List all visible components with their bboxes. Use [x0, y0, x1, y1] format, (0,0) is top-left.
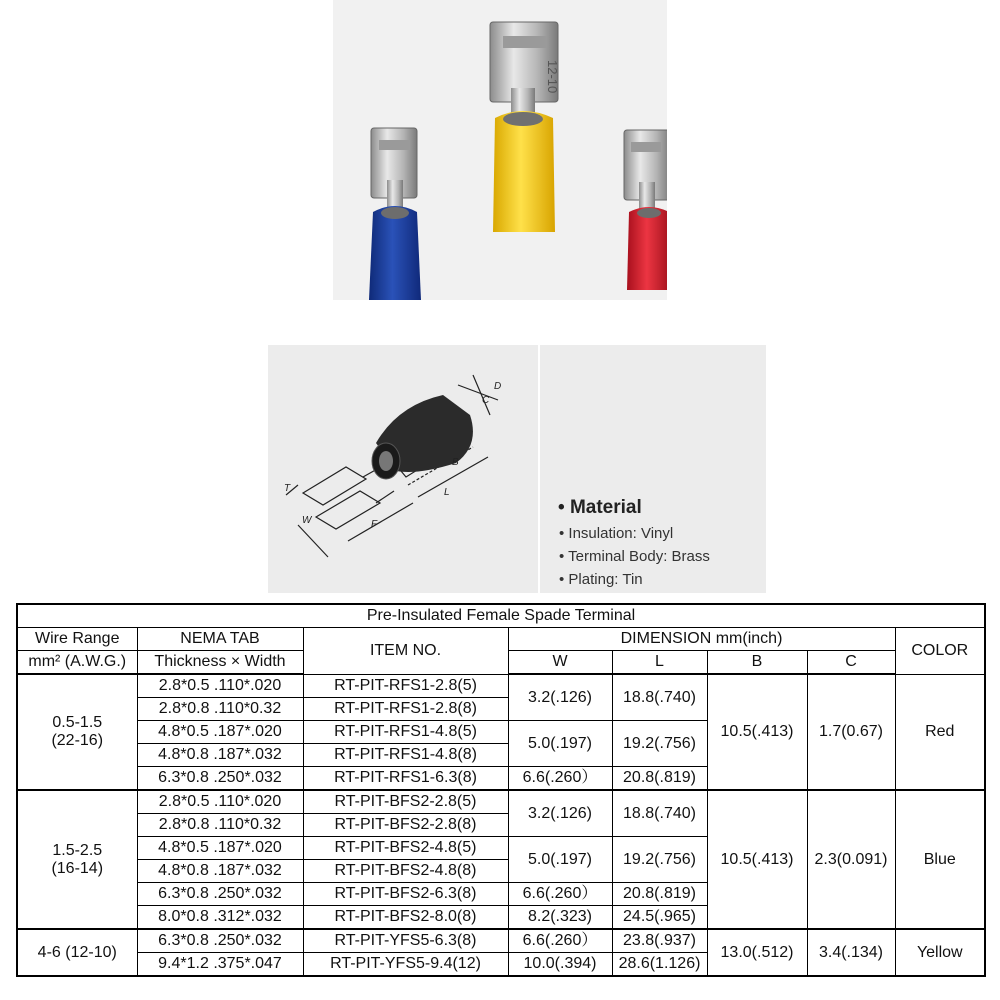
l-cell: 18.8(.740) — [612, 674, 707, 721]
dim-label-d: D — [494, 381, 502, 392]
item-cell: RT-PIT-YFS5-6.3(8) — [303, 929, 508, 953]
color-cell: Red — [895, 674, 985, 790]
w-cell: 6.6(.260） — [508, 883, 612, 906]
item-cell: RT-PIT-YFS5-9.4(12) — [303, 953, 508, 977]
c-cell: 3.4(.134) — [807, 929, 895, 976]
yellow-terminal — [490, 22, 560, 232]
w-cell: 3.2(.126) — [508, 790, 612, 837]
w-cell: 6.6(.260） — [508, 767, 612, 791]
material-plating: Plating: Tin — [568, 571, 643, 588]
b-cell: 10.5(.413) — [707, 790, 807, 929]
dim-label-t: T — [284, 483, 291, 494]
table-row — [17, 790, 985, 814]
material-terminal-body: Terminal Body: Brass — [568, 548, 710, 565]
wire-range-cell: 4-6 (12-10) — [17, 929, 137, 976]
tab-cell: 6.3*0.8 .250*.032 — [137, 929, 303, 953]
color-cell: Yellow — [895, 929, 985, 976]
header-wire-range: Wire Range — [17, 628, 137, 651]
header-w: W — [508, 651, 612, 675]
panel-divider — [538, 345, 540, 593]
w-cell: 3.2(.126) — [508, 674, 612, 721]
tab-cell: 4.8*0.8 .187*.032 — [137, 744, 303, 767]
item-cell: RT-PIT-RFS1-2.8(5) — [303, 674, 508, 698]
terminals-illustration — [333, 0, 667, 300]
header-dimension: DIMENSION mm(inch) — [508, 628, 895, 651]
material-item: • Terminal Body: Brass — [559, 548, 710, 565]
l-cell: 19.2(.756) — [612, 721, 707, 767]
tab-cell: 8.0*0.8 .312*.032 — [137, 906, 303, 930]
l-cell: 20.8(.819) — [612, 883, 707, 906]
w-cell: 10.0(.394) — [508, 953, 612, 977]
item-cell: RT-PIT-RFS1-2.8(8) — [303, 698, 508, 721]
item-cell: RT-PIT-BFS2-4.8(5) — [303, 837, 508, 860]
awg-value: (22-16) — [51, 732, 104, 749]
tab-cell: 2.8*0.5 .110*.020 — [137, 674, 303, 698]
tab-cell: 4.8*0.5 .187*.020 — [137, 721, 303, 744]
tab-cell: 2.8*0.8 .110*0.32 — [137, 814, 303, 837]
w-cell: 8.2(.323) — [508, 906, 612, 930]
l-cell: 23.8(.937) — [612, 929, 707, 953]
material-title-text: Material — [569, 497, 642, 518]
l-cell: 28.6(1.126) — [612, 953, 707, 977]
b-cell: 13.0(.512) — [707, 929, 807, 976]
item-cell: RT-PIT-RFS1-4.8(5) — [303, 721, 508, 744]
header-l: L — [612, 651, 707, 675]
tab-cell: 6.3*0.8 .250*.032 — [137, 767, 303, 791]
wire-range-cell — [17, 790, 137, 929]
tab-cell: 4.8*0.5 .187*.020 — [137, 837, 303, 860]
tab-cell: 2.8*0.8 .110*0.32 — [137, 698, 303, 721]
awg-value: (16-14) — [51, 859, 104, 877]
c-cell: 2.3(0.091) — [807, 790, 895, 929]
w-cell: 6.6(.260） — [508, 929, 612, 953]
dim-label-c: C — [482, 395, 490, 406]
material-insulation: Insulation: Vinyl — [568, 525, 674, 542]
dim-label-l: L — [444, 487, 450, 498]
table-row — [17, 929, 985, 953]
stamp-text: 12-10 — [545, 60, 560, 94]
terminal-dimension-drawing — [268, 345, 536, 593]
header-color: COLOR — [895, 628, 985, 675]
header-nema-sub: Thickness × Width — [137, 651, 303, 675]
l-cell: 20.8(.819) — [612, 767, 707, 791]
tab-cell: 6.3*0.8 .250*.032 — [137, 883, 303, 906]
wire-range-value: 0.5-1.5 — [52, 714, 103, 731]
material-title: • Material — [558, 497, 642, 518]
header-wire-range-unit: mm² (A.W.G.) — [17, 651, 137, 675]
item-cell: RT-PIT-BFS2-4.8(8) — [303, 860, 508, 883]
table-row — [17, 674, 985, 698]
material-item: • Plating: Tin — [559, 571, 643, 588]
l-cell: 19.2(.756) — [612, 837, 707, 883]
l-cell: 18.8(.740) — [612, 790, 707, 837]
header-b: B — [707, 651, 807, 675]
w-cell: 5.0(.197) — [508, 837, 612, 883]
item-cell: RT-PIT-BFS2-8.0(8) — [303, 906, 508, 930]
material-list — [558, 497, 710, 594]
header-item-no: ITEM NO. — [303, 628, 508, 675]
item-cell: RT-PIT-RFS1-6.3(8) — [303, 767, 508, 791]
dim-label-w: W — [302, 515, 312, 526]
c-cell: 1.7(0.67) — [807, 674, 895, 790]
tab-cell: 9.4*1.2 .375*.047 — [137, 953, 303, 977]
material-item: • Insulation: Vinyl — [559, 525, 674, 542]
item-cell: RT-PIT-RFS1-4.8(8) — [303, 744, 508, 767]
tab-cell: 2.8*0.5 .110*.020 — [137, 790, 303, 814]
dim-label-b: B — [452, 457, 459, 468]
red-terminal — [624, 130, 667, 290]
wire-range-value: 1.5-2.5 — [52, 841, 103, 859]
dim-label-f: F — [371, 519, 378, 530]
item-cell: RT-PIT-BFS2-2.8(5) — [303, 790, 508, 814]
item-cell: RT-PIT-BFS2-2.8(8) — [303, 814, 508, 837]
item-cell: RT-PIT-BFS2-6.3(8) — [303, 883, 508, 906]
header-nema-tab: NEMA TAB — [137, 628, 303, 651]
blue-terminal — [369, 128, 421, 300]
w-cell: 5.0(.197) — [508, 721, 612, 767]
product-photo — [333, 0, 667, 300]
tab-cell: 4.8*0.8 .187*.032 — [137, 860, 303, 883]
header-c: C — [807, 651, 895, 675]
l-cell: 24.5(.965) — [612, 906, 707, 930]
spec-table — [16, 603, 986, 977]
table-title: Pre-Insulated Female Spade Terminal — [17, 604, 985, 628]
wire-range-cell — [17, 674, 137, 790]
b-cell: 10.5(.413) — [707, 674, 807, 790]
color-cell: Blue — [895, 790, 985, 929]
